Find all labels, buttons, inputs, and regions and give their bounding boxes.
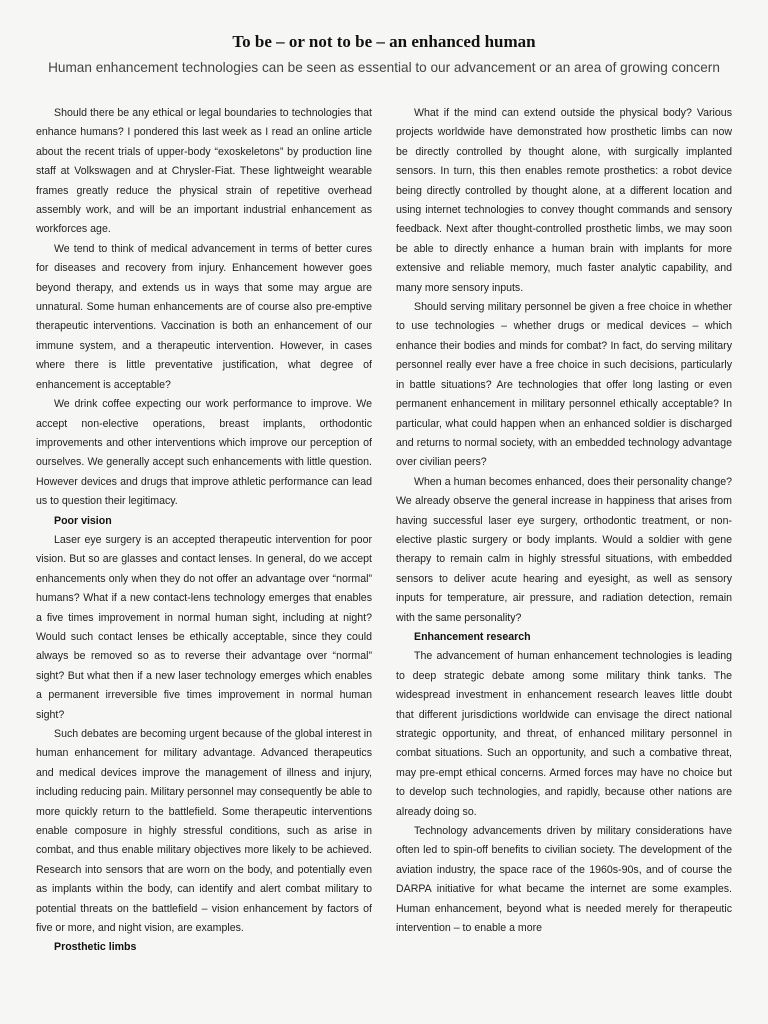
paragraph: Should serving military personnel be given a free choice in whether to use technologies – whether drugs or medical devices – which enhance their bodies and minds for combat? In fact, do serving military personnel really ever have a free choice in such decisions, particularly in battle situations? Are technologies that offer long lasting or even permanent enhancement in military personnel ethically acceptable? In particular, what could happen when an enhanced soldier is discharged and returns to normal society, with an embedded technology advantage over civilian peers? <box>396 301 732 469</box>
paragraph: Laser eye surgery is an accepted therapeutic intervention for poor vision. But so are glasses and contact lenses. In general, do we accept enhancements only when they do not offer an advantage over “normal” humans? What if a new contact-lens technology emerges that enables a five times improvement in normal human sight, including at night? Would such contact lenses be ethically acceptable, since they could always be removed so as to reverse their advantage over “normal” sight? But what then if a new laser technology emerges which enables a permanent irreversible five times improvement in normal human sight? <box>36 533 372 721</box>
section-heading-enhancement-research: Enhancement research <box>414 630 531 643</box>
left-column <box>36 104 372 958</box>
article-title: To be – or not to be – an enhanced human <box>232 32 536 51</box>
section-heading-poor-vision: Poor vision <box>54 514 112 527</box>
paragraph: Should there be any ethical or legal boundaries to technologies that enhance humans? I pondered this last week as I read an online article about the recent trials of upper-body “exoskeletons” by production line staff at Volkswagen and at Chrysler-Fiat. These lightweight wearable frames greatly reduce the physical strain of repetitive overhead assembly work, and will be an important industrial enhancement as workforces age. <box>36 107 372 236</box>
paragraph: When a human becomes enhanced, does their personality change? We already observe the general increase in happiness that arises from having successful laser eye surgery, orthodontic treatment, or non-elective plastic surgery or body implants. Would a soldier with gene therapy to remain calm in highly stressful situations, with embedded sensors to deliver acute hearing and eyesight, as well as sensory inputs for temperature, air pressure, and radiation detection, remain with the same personality? <box>396 475 732 624</box>
section-heading-prosthetic-limbs: Prosthetic limbs <box>54 941 137 954</box>
paragraph: We drink coffee expecting our work performance to improve. We accept non-elective operations, breast implants, orthodontic improvements and other interventions which improve our perception of ourselves. We generally accept such enhancements with little question. However devices and drugs that improve athletic performance can lead us to question their legitimacy. <box>36 398 372 508</box>
paragraph: We tend to think of medical advancement in terms of better cures for diseases and recovery from injury. Enhancement however goes beyond therapy, and extends us in ways that some may argue are unnatural. Some human enhancements are of course also pre-emptive therapeutic interventions. Vaccination is both an enhancement of our immune system, and a therapeutic intervention. However, in cases where there is little preventative justification, what degree of enhancement is acceptable? <box>36 242 372 391</box>
right-column <box>396 104 732 938</box>
paragraph: Technology advancements driven by military considerations have often led to spin-off benefits to civilian society. The development of the aviation industry, the space race of the 1960s-90s, and of course the DARPA initiative for what became the internet are some examples. Human enhancement, beyond what is needed merely for therapeutic intervention – to enable a more <box>396 825 732 935</box>
article-subtitle: Human enhancement technologies can be seen as essential to our advancement or an area of growing concern <box>48 60 720 75</box>
paragraph: The advancement of human enhancement technologies is leading to deep strategic debate among some military think tanks. The widespread investment in enhancement research leaves little doubt that different jurisdictions worldwide can envisage the direct national strategic opportunity, and threat, of enhanced military personnel in combat situations. Such an opportunity, and such a combative threat, may pre-empt ethical concerns. Armed forces may have no choice but to develop such technologies, and rapidly, because other nations are already doing so. <box>396 650 732 818</box>
paragraph: Such debates are becoming urgent because of the global interest in human enhancement for military advantage. Advanced therapeutics and medical devices improve the management of illness and injury, including reducing pain. Military personnel may consequently be able to more quickly return to the battlefield. Some therapeutic interventions enable composure in highly stressful conditions, such as arise in combat, and thus enable military objectives more likely to be achieved. Research into sensors that are worn on the body, and potentially even as implants within the body, can identify and alert combat military to potential threats on the battlefield – vision enhancement by factors of five or more, and night vision, are examples. <box>36 728 372 935</box>
paragraph: What if the mind can extend outside the physical body? Various projects worldwide have demonstrated how prosthetic limbs can now be directly controlled by thought alone, with surgically implanted sensors. In turn, this then enables remote prosthetics: a robot device being directly controlled by thought alone, at a different location and using internet technologies to convey thought commands and sensory feedback. Next after thought-controlled prosthetic limbs, we may soon be able to directly enhance a human brain with implants for more extensive and reliable memory, much faster analytic capability, and many more sensory inputs. <box>396 107 732 294</box>
